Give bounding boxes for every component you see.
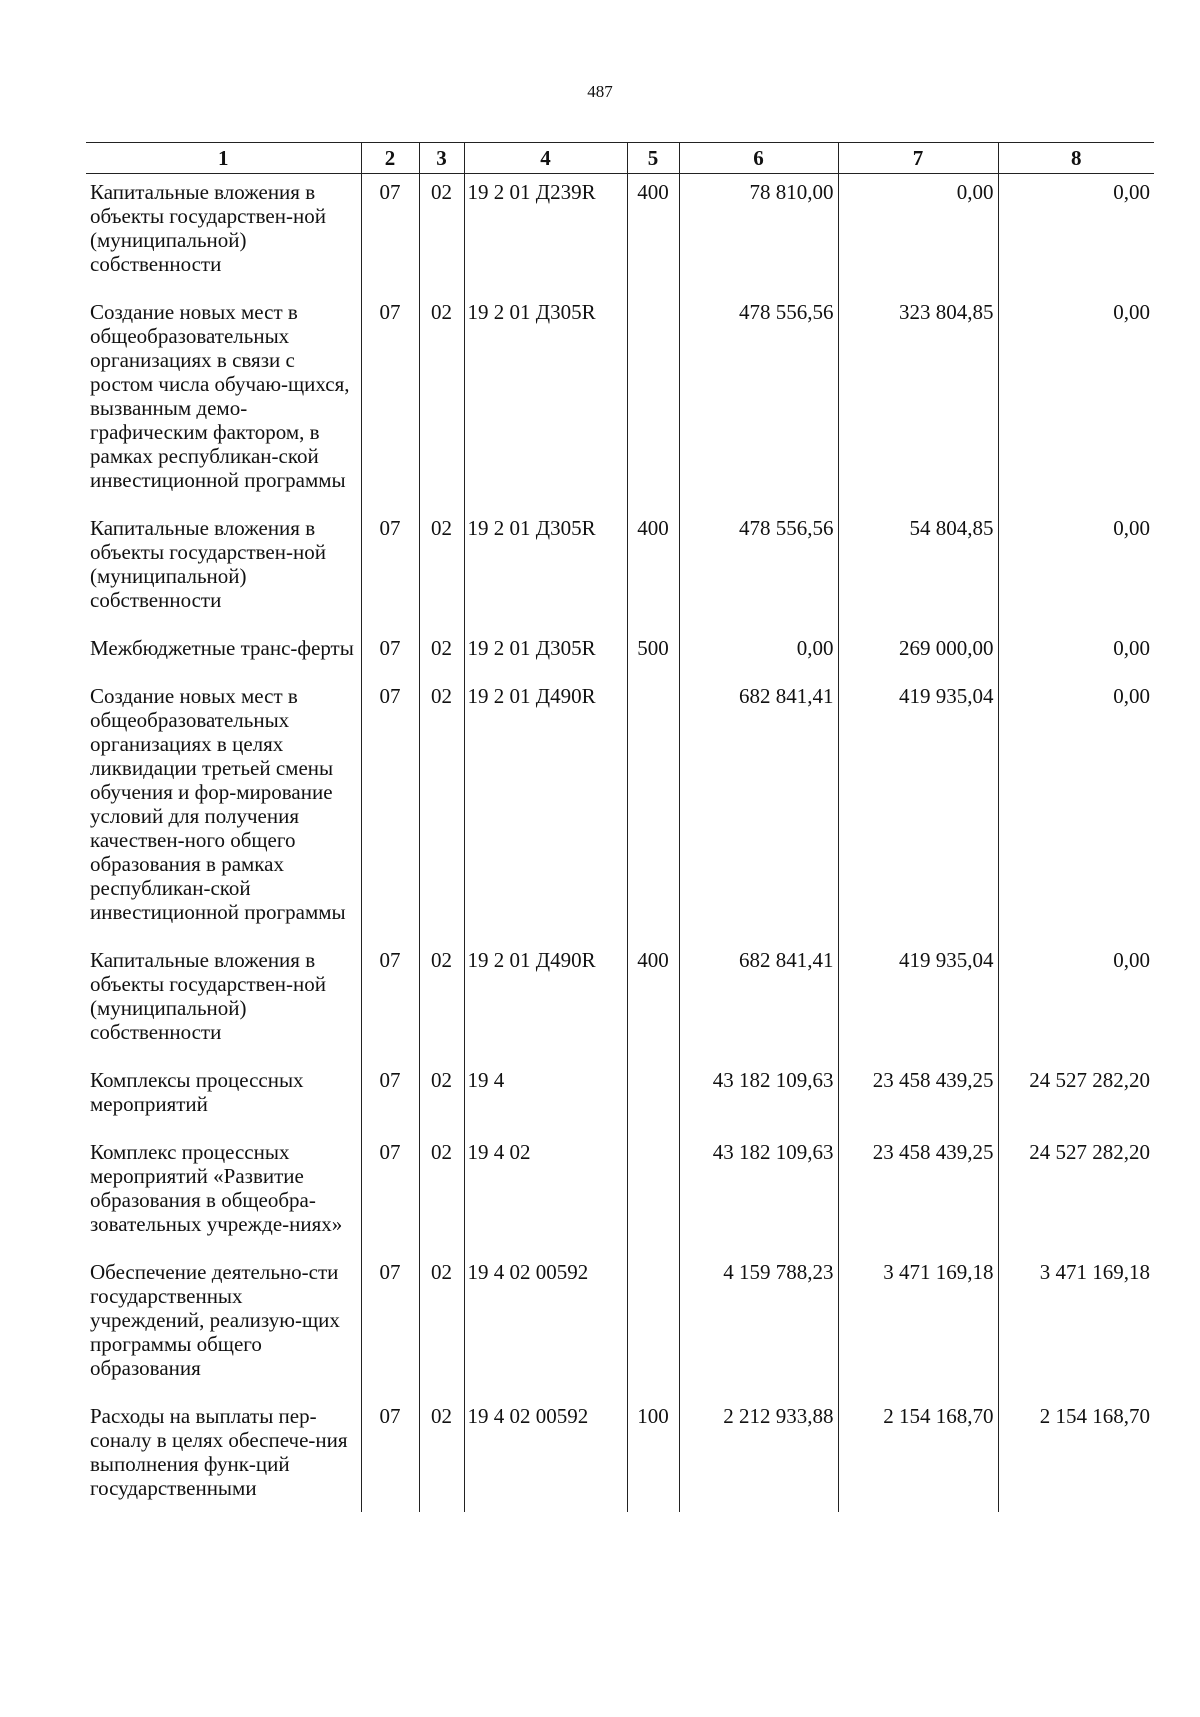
expense-name: Создание новых мест в общеобразовательных организациях в целях ликвидации третьей смены обучения и фор-мирование условий для получения качествен-ного общего образования в рамках республикан-ской инвестиционной программы: [90, 684, 346, 924]
target-article-code: 19 4: [464, 1062, 627, 1134]
expense-name: Комплексы процессных мероприятий: [90, 1068, 304, 1116]
subsection-code: 02: [419, 1254, 464, 1398]
column-header: 7: [838, 143, 998, 174]
target-article-code: 19 2 01 Д239R: [464, 174, 627, 295]
section-code: 07: [361, 942, 419, 1062]
amount-year-3: 0,00: [998, 174, 1154, 295]
section-code: 07: [361, 294, 419, 510]
target-article-code: 19 4 02: [464, 1134, 627, 1254]
table-row: [86, 510, 1154, 630]
amount-year-3: 2 154 168,70: [998, 1398, 1154, 1512]
expense-name: Капитальные вложения в объекты государствен-ной (муниципальной) собственности: [90, 948, 326, 1044]
target-article-code: 19 4 02 00592: [464, 1398, 627, 1512]
expense-name: Обеспечение деятельно-сти государственных учреждений, реализую-щих программы общего образования: [90, 1260, 340, 1380]
amount-year-3: 0,00: [998, 942, 1154, 1062]
subsection-code: 02: [419, 942, 464, 1062]
section-code: 07: [361, 1398, 419, 1512]
table-row: [86, 630, 1154, 678]
amount-year-1: 478 556,56: [679, 294, 838, 510]
subsection-code: 02: [419, 678, 464, 942]
column-header: 1: [86, 143, 361, 174]
section-code: 07: [361, 1062, 419, 1134]
expense-type-code: [627, 1062, 679, 1134]
section-code: 07: [361, 1254, 419, 1398]
amount-year-2: 23 458 439,25: [838, 1134, 998, 1254]
expense-name: Комплекс процессных мероприятий «Развитие образования в общеобра-зовательных учрежде-ниях»: [90, 1140, 343, 1236]
target-article-code: 19 2 01 Д305R: [464, 294, 627, 510]
column-header: 4: [464, 143, 627, 174]
budget-table: [86, 142, 1154, 1512]
table-row: [86, 942, 1154, 1062]
target-article-code: 19 2 01 Д490R: [464, 678, 627, 942]
amount-year-2: 54 804,85: [838, 510, 998, 630]
target-article-code: 19 2 01 Д305R: [464, 630, 627, 678]
expense-type-code: [627, 678, 679, 942]
amount-year-1: 78 810,00: [679, 174, 838, 295]
target-article-code: 19 2 01 Д305R: [464, 510, 627, 630]
table-row: [86, 678, 1154, 942]
column-header: 2: [361, 143, 419, 174]
expense-name: Расходы на выплаты пер-соналу в целях обеспече-ния выполнения функ-ций государственными: [90, 1404, 348, 1500]
table-row: [86, 1062, 1154, 1134]
amount-year-3: 24 527 282,20: [998, 1062, 1154, 1134]
amount-year-1: 4 159 788,23: [679, 1254, 838, 1398]
table-row: [86, 174, 1154, 295]
amount-year-3: 3 471 169,18: [998, 1254, 1154, 1398]
section-code: 07: [361, 678, 419, 942]
expense-type-code: [627, 294, 679, 510]
column-header: 8: [998, 143, 1154, 174]
amount-year-3: 0,00: [998, 510, 1154, 630]
amount-year-2: 269 000,00: [838, 630, 998, 678]
subsection-code: 02: [419, 1062, 464, 1134]
section-code: 07: [361, 630, 419, 678]
amount-year-1: 43 182 109,63: [679, 1062, 838, 1134]
column-header: 5: [627, 143, 679, 174]
amount-year-1: 2 212 933,88: [679, 1398, 838, 1512]
page-number: 487: [587, 82, 613, 101]
amount-year-1: 0,00: [679, 630, 838, 678]
expense-type-code: [627, 1134, 679, 1254]
amount-year-3: 24 527 282,20: [998, 1134, 1154, 1254]
column-header: 6: [679, 143, 838, 174]
amount-year-2: 0,00: [838, 174, 998, 295]
subsection-code: 02: [419, 174, 464, 295]
section-code: 07: [361, 174, 419, 295]
amount-year-3: 0,00: [998, 630, 1154, 678]
expense-name: Капитальные вложения в объекты государствен-ной (муниципальной) собственности: [90, 516, 326, 612]
expense-type-code: 500: [627, 630, 679, 678]
amount-year-2: 323 804,85: [838, 294, 998, 510]
amount-year-2: 419 935,04: [838, 942, 998, 1062]
amount-year-2: 419 935,04: [838, 678, 998, 942]
subsection-code: 02: [419, 294, 464, 510]
table-row: [86, 1398, 1154, 1512]
expense-type-code: 400: [627, 942, 679, 1062]
section-code: 07: [361, 510, 419, 630]
expense-name: Капитальные вложения в объекты государствен-ной (муниципальной) собственности: [90, 180, 326, 276]
section-code: 07: [361, 1134, 419, 1254]
amount-year-2: 2 154 168,70: [838, 1398, 998, 1512]
subsection-code: 02: [419, 630, 464, 678]
column-header: 3: [419, 143, 464, 174]
table-row: [86, 1254, 1154, 1398]
expense-type-code: 400: [627, 510, 679, 630]
target-article-code: 19 2 01 Д490R: [464, 942, 627, 1062]
expense-type-code: [627, 1254, 679, 1398]
amount-year-1: 682 841,41: [679, 678, 838, 942]
table-row: [86, 294, 1154, 510]
target-article-code: 19 4 02 00592: [464, 1254, 627, 1398]
amount-year-3: 0,00: [998, 678, 1154, 942]
amount-year-1: 682 841,41: [679, 942, 838, 1062]
expense-name: Создание новых мест в общеобразовательных организациях в связи с ростом числа обучаю-щихся, вызванным демо-графическим фактором, в рамках республикан-ской инвестиционной программы: [90, 300, 350, 492]
amount-year-1: 43 182 109,63: [679, 1134, 838, 1254]
subsection-code: 02: [419, 1134, 464, 1254]
expense-type-code: 100: [627, 1398, 679, 1512]
amount-year-2: 23 458 439,25: [838, 1062, 998, 1134]
subsection-code: 02: [419, 1398, 464, 1512]
table-row: [86, 1134, 1154, 1254]
expense-name: Межбюджетные транс-ферты: [90, 636, 354, 660]
amount-year-1: 478 556,56: [679, 510, 838, 630]
table-header-row: [86, 143, 1154, 174]
expense-type-code: 400: [627, 174, 679, 295]
amount-year-3: 0,00: [998, 294, 1154, 510]
amount-year-2: 3 471 169,18: [838, 1254, 998, 1398]
subsection-code: 02: [419, 510, 464, 630]
